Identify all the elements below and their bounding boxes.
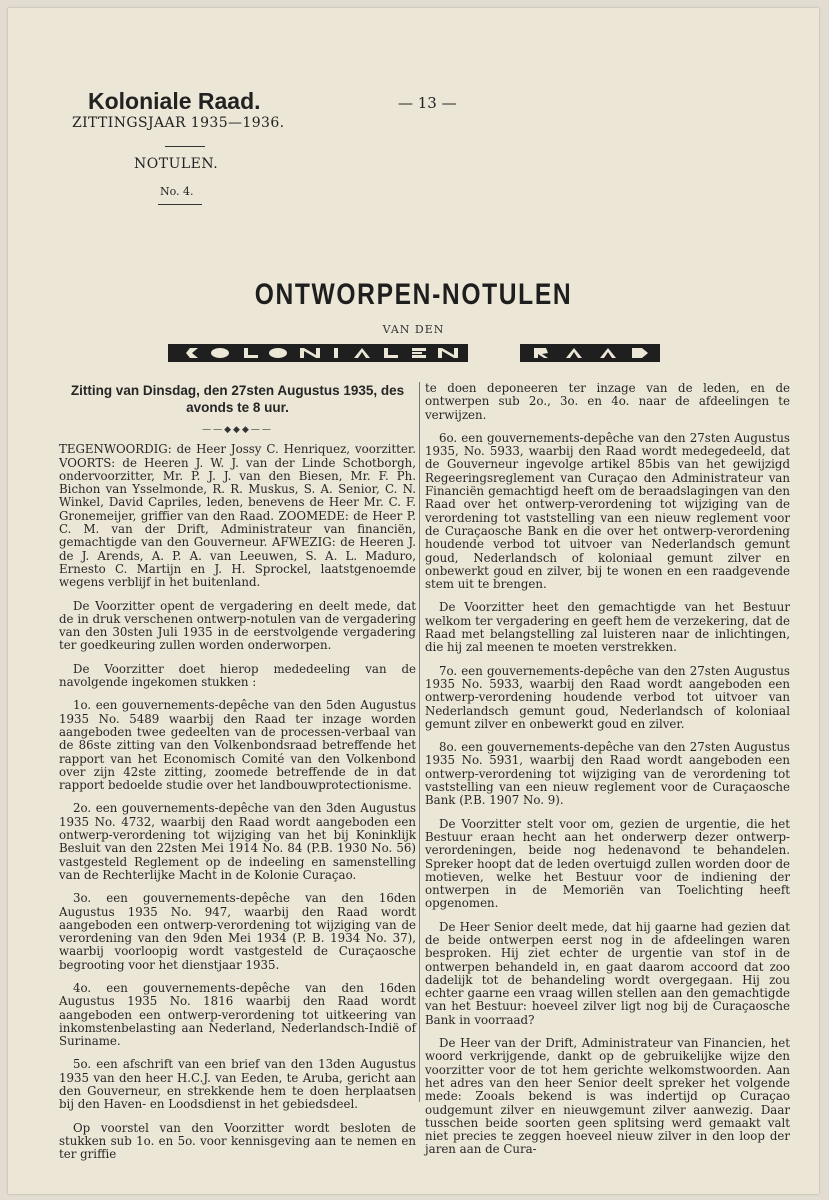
- right-column: [425, 382, 790, 1157]
- ornament-divider: ——◆◆◆——: [202, 425, 273, 435]
- body-paragraph: 5o. een afschrift van een brief van den 13den Augustus 1935 van den heer H.C.J. van Eeden, te Aruba, gericht aan den Gouverneur, en strekkende hem te doen herplaatsen bij den Haven- en Loodsdienst in het gebiedsdeel.: [59, 1057, 416, 1112]
- document-page: [8, 8, 819, 1194]
- title-connector: VAN DEN: [382, 323, 445, 336]
- page-number: — 13 —: [398, 94, 457, 112]
- session-year: ZITTINGSJAAR 1935—1936.: [72, 115, 285, 131]
- body-paragraph: De Voorzitter heet den gemachtigde van het Bestuur welkom ter vergadering en geeft hem de verzekering, dat de Raad met belangstelling zal luisteren naar de inlichtingen, die hij zal meenen te moeten verstrekken.: [425, 600, 790, 655]
- document-title: ONTWORPEN-NOTULEN: [254, 278, 573, 311]
- issue-number: No. 4.: [160, 185, 194, 198]
- body-paragraph: De Heer van der Drift, Administrateur van Financien, het woord verkrijgende, dankt op de gebruikelijke wijze den voorzitter voor de tot hem gerichte welkomstwoorden. Aan het adres van den heer Senior deelt spreker het volgende mede: Zooals bekend is was indertijd op Curaçao oudgemunt zilver en nieuwgemunt zilver aanwezig. Daar tusschen beide soorten geen splitsing werd gemaakt valt niet precies te zeggen hoeveel nieuw zilver in den loop der jaren aan de Cura-: [425, 1036, 790, 1157]
- body-paragraph: De Voorzitter opent de vergadering en deelt mede, dat de in druk verschenen ontwerp-notulen van de vergadering van den 30sten Juli 1935 in de eerstvolgende vergadering ter goedkeuring zullen worden onderworpen.: [59, 598, 416, 653]
- body-paragraph: De Voorzitter stelt voor om, gezien de urgentie, die het Bestuur eraan hecht aan het onderwerp dezer ontwerp-verordeningen, beide nog hedenavond te behandelen. Spreker hoopt dat de leden overtuigd zullen worden door de motieven, welke het Bestuur voor de indiening der ontwerpen in de Memoriën van Toelichting heeft opgenomen.: [425, 816, 790, 911]
- body-paragraph: De Heer Senior deelt mede, dat hij gaarne had gezien dat de beide ontwerpen eerst nog in de afdeelingen waren besproken. Hij ziet echter de urgentie van stof in de ontwerpen behandeld in, en gaat daarom accoord dat zoo dadelijk tot de behandeling wordt overgegaan. Hij zou echter gaarne een vraag willen stellen aan den gemachtigde van het Bestuur: hoeveel zilver ligt nog bij de Curaçaosche Bank in voorraad?: [425, 919, 790, 1027]
- council-name: Koloniale Raad.: [88, 88, 261, 114]
- body-paragraph: 1o. een gouvernements-depêche van den 5den Augustus 1935 No. 5489 waarbij den Raad ter inzage worden aangeboden twee gedeelten van de processen-verbaal van de 86ste zitting van den Volkenbondsraad betreffende het rapport van het Economisch Comité van den Volkenbond over zijn 42ste zitting, zoomede betreffende de in dat rapport bedoelde studie over het landbouwprotectionisme.: [59, 698, 416, 793]
- column-divider: [419, 382, 420, 1102]
- body-paragraph: te doen deponeeren ter inzage van de leden, en de ontwerpen sub 2o., 3o. en 4o. naar de afdeelingen te verwijzen.: [425, 381, 790, 422]
- body-paragraph: 3o. een gouvernements-depêche van den 16den Augustus 1935 No. 947, waarbij den Raad wordt aangeboden een ontwerp-verordening tot wijziging van de verordening van den 9den Mei 1934 (P. B. 1934 No. 37), waarbij voorloopig wordt vastgesteld de Curaçaosche begrooting voor het dienstjaar 1935.: [59, 891, 416, 972]
- body-paragraph: Op voorstel van den Voorzitter wordt besloten de stukken sub 1o. en 5o. voor kennisgeving aan te nemen en ter griffie: [59, 1120, 416, 1162]
- header-rule: [158, 204, 202, 205]
- left-column: [59, 382, 416, 1162]
- body-paragraph: De Voorzitter doet hierop mededeeling van de navolgende ingekomen stukken :: [59, 661, 416, 690]
- body-paragraph: 4o. een gouvernements-depêche van den 16den Augustus 1935 No. 1816 waarbij den Raad wordt aangeboden een ontwerp-verordening tot uitkeering van inkomstenbelasting aan Nederland, Nederlandsch-Indië of Suriname.: [59, 980, 416, 1049]
- section-label: NOTULEN.: [134, 156, 219, 172]
- session-heading: Zitting van Dinsdag, den 27sten Augustus 1935, des avonds te 8 uur.: [70, 383, 405, 415]
- body-paragraph: 8o. een gouvernements-depêche van den 27sten Augustus 1935 No. 5931, waarbij den Raad wordt aangeboden een ontwerp-verordening tot wijziging van de verordening tot vaststelling van een nieuw reglement voor de Curaçaosche Bank (P.B. 1907 No. 9).: [425, 740, 790, 808]
- body-paragraph: 7o. een gouvernements-depêche van den 27sten Augustus 1935 No. 5933, waarbij den Raad wordt aangeboden een ontwerp-verordening houdende verbod tot uitvoer van Nederlandsch gemunt goud, Nederlandsch of koloniaal gemunt zilver en onbewerkt goud en zilver.: [425, 663, 790, 731]
- banner-text: [8, 348, 819, 363]
- body-paragraph: 2o. een gouvernements-depêche van den 3den Augustus 1935 No. 4732, waarbij den Raad wordt aangeboden een ontwerp-verordening tot wijziging van het bij Koninklijk Besluit van den 22sten Mei 1914 No. 84 (P.B. 1930 No. 56) vastgesteld Reglement op de indeeling en samenstelling van de Rechterlijke Macht in de Kolonie Curaçao.: [59, 801, 416, 882]
- header-rule: [165, 146, 205, 147]
- body-paragraph: 6o. een gouvernements-depêche van den 27sten Augustus 1935, No. 5933, waarbij den Raad wordt medegedeeld, dat de Gouverneur ingevolge artikel 85bis van het gewijzigd Regeeringsreglement van Curaçao den Administrateur van Financiën gemachtigd heeft om de beraadslagingen van den Raad over het ontwerp-verordening tot wijziging van de verordening tot vaststelling van een nieuw reglement voor de Curaçaosche Bank en die over het ontwerp-verordening houdende verbod tot uitvoer van Nederlandsch gemunt goud, Nederlandsch of koloniaal gemunt zilver en onbewerkt goud en zilver, bij te wonen en een raadgevende stem uit te brengen.: [425, 430, 790, 592]
- attendance-paragraph: TEGENWOORDIG: de Heer Jossy C. Henriquez, voorzitter. VOORTS: de Heeren J. W. J. van der Linde Schotborgh, ondervoorzitter, Mr. P. J. J. van den Biesen, Mr. F. Ph. Bichon van Ysselmonde, R. R. Muskus, S. A. Senior, C. N. Winkel, David Capriles, leden, benevens de Heer Mr. C. F. Gronemeijer, griffier van den Raad. ZOOMEDE: de Heer P. C. M. van der Drift, Administrateur van financiën, gemachtigde van den Gouverneur. AFWEZIG: de Heeren J. de J. Arends, A. P. A. van Leeuwen, S. A. L. Maduro, Ernesto C. Martijn en J. H. Sprockel, laatstgenoemde wegens verblijf in het buitenland.: [59, 442, 416, 590]
